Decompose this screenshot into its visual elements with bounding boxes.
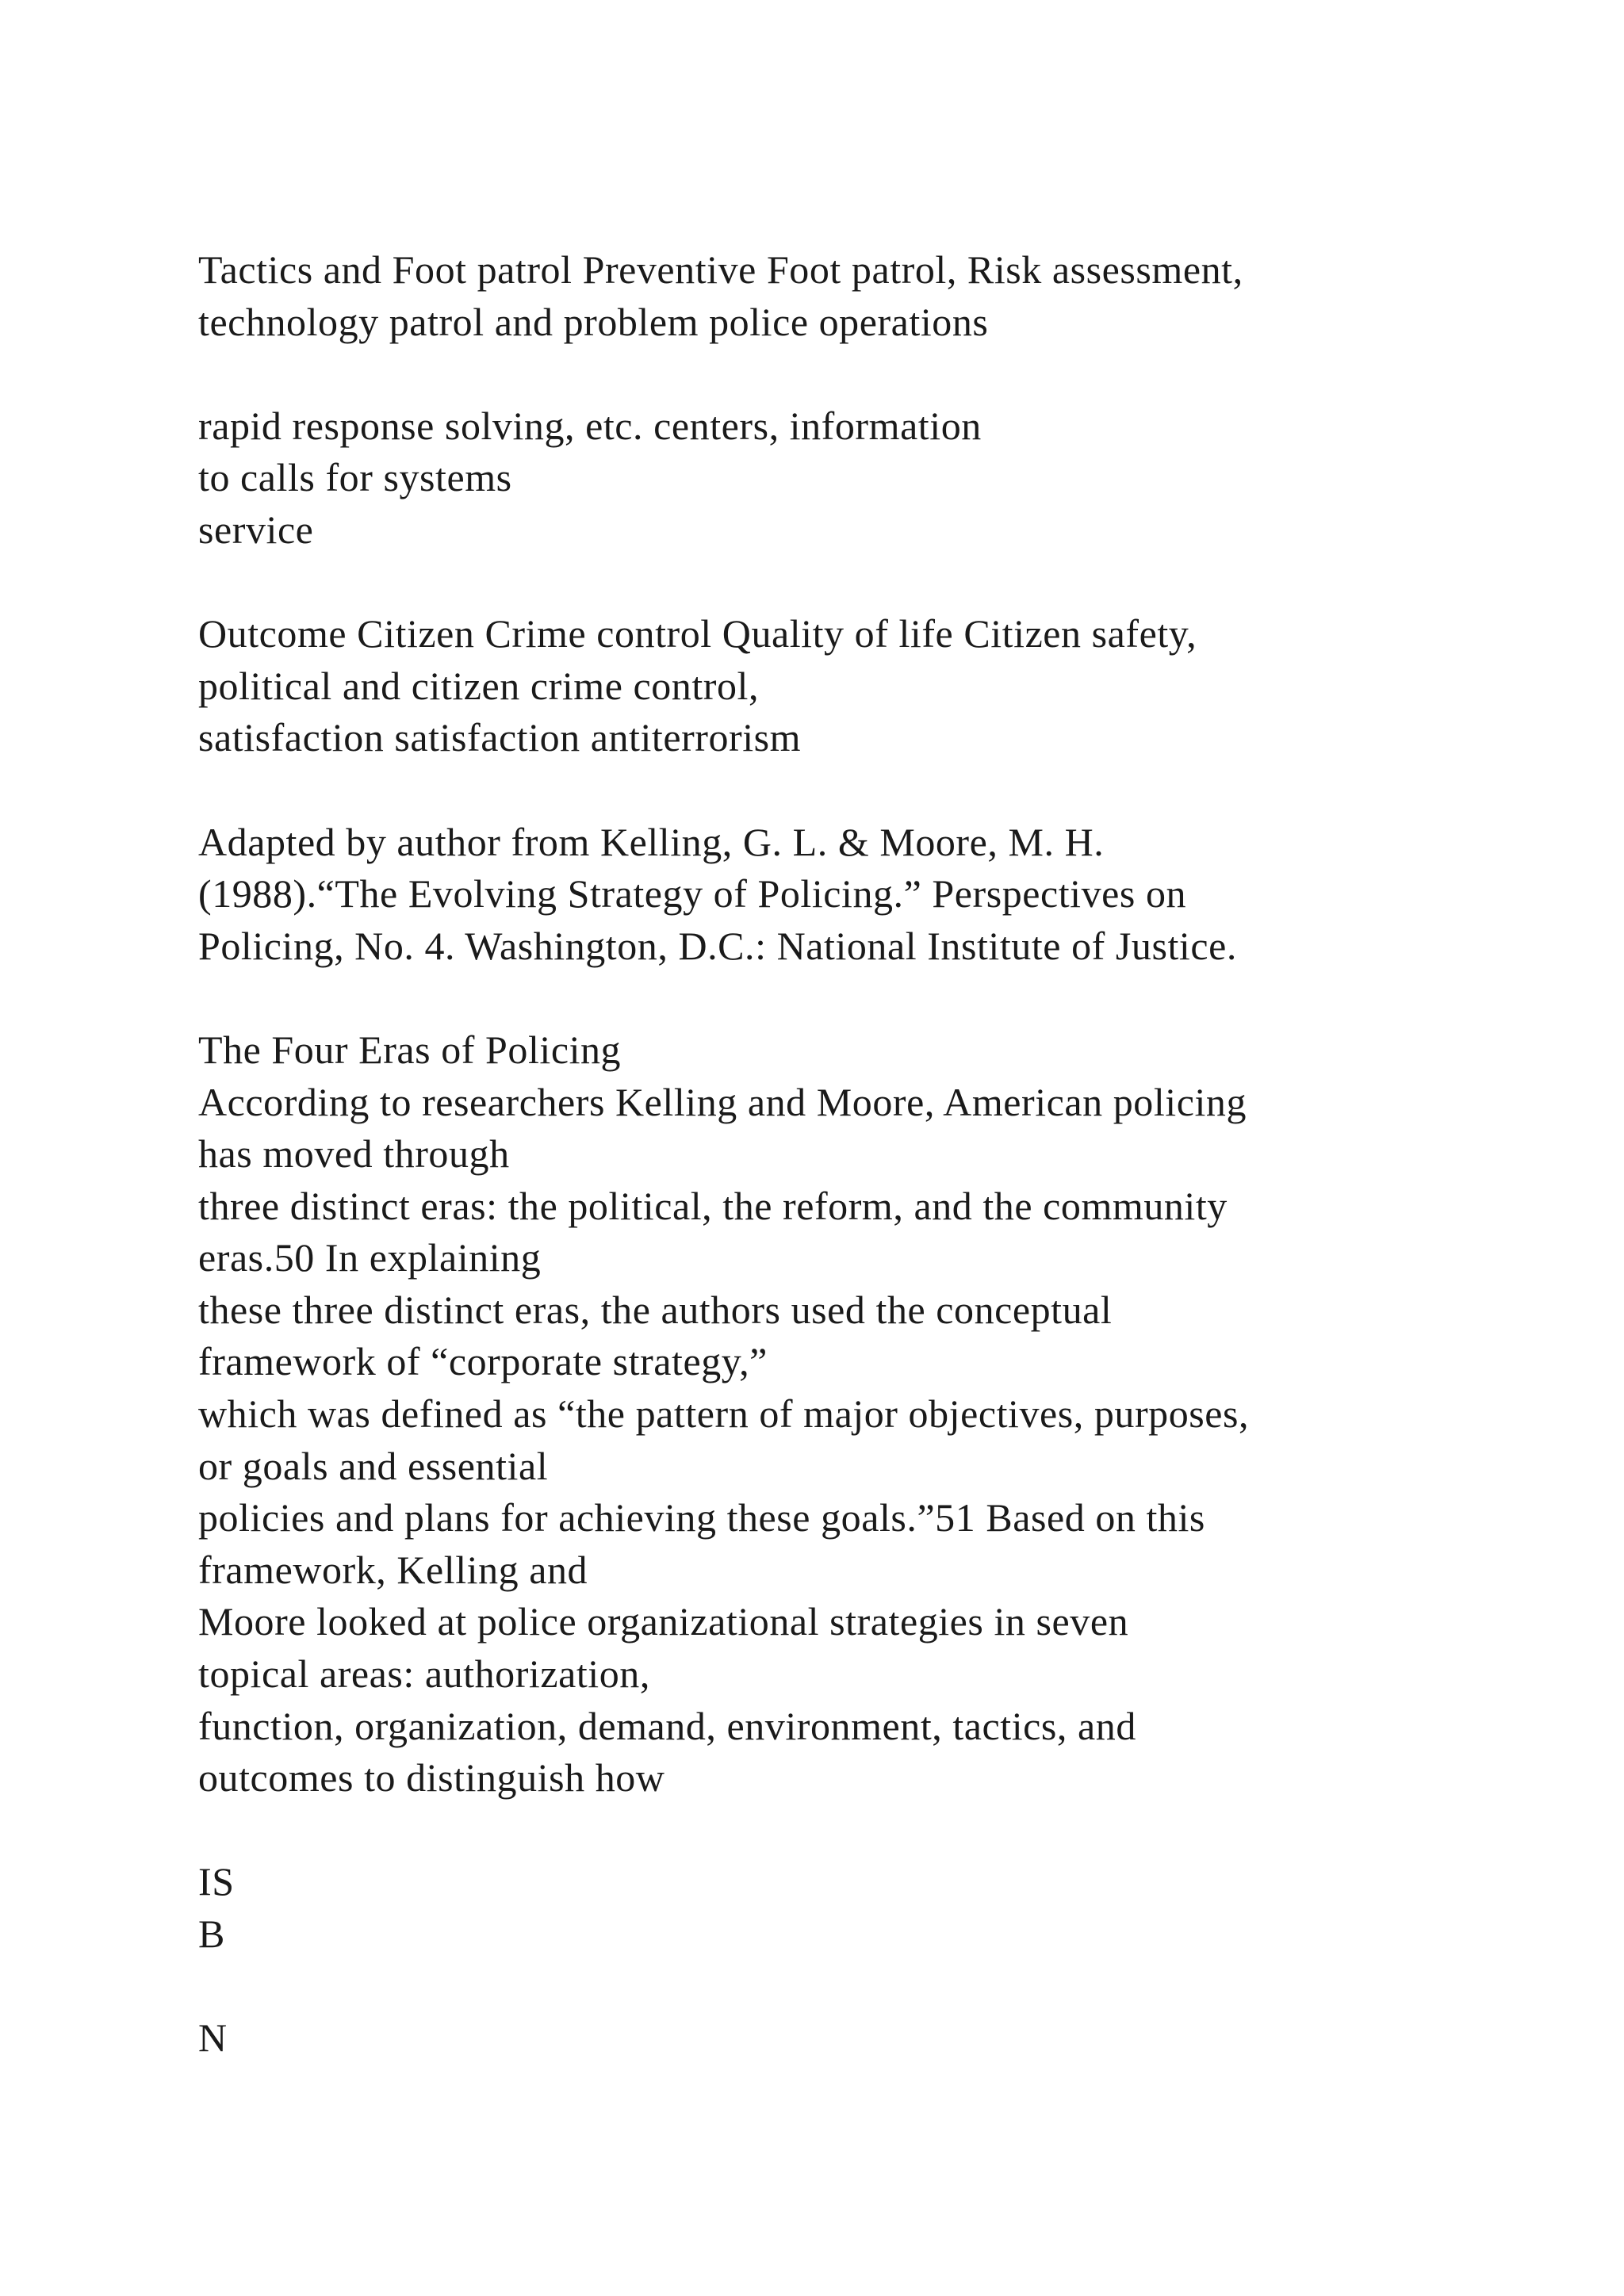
text-line: outcomes to distinguish how [198,1755,665,1800]
text-line: Adapted by author from Kelling, G. L. & Moore, M. H. [198,819,1105,864]
text-line: these three distinct eras, the authors used the conceptual [198,1287,1113,1332]
text-line: Moore looked at police organizational strategies in seven [198,1599,1129,1644]
text-line: topical areas: authorization, [198,1651,650,1697]
text-line: Policing, No. 4. Washington, D.C.: National Institute of Justice. [198,923,1237,968]
text-line: IS [198,1859,235,1904]
text-line: service [198,507,314,552]
text-line: to calls for systems [198,455,512,500]
section-heading: The Four Eras of Policing [198,1027,622,1072]
table-row-tactics [198,244,1546,348]
text-line: policies and plans for achieving these goals.”51 Based on this [198,1495,1205,1540]
text-line: B [198,1911,225,1956]
source-note [198,817,1546,973]
table-row-tactics-cont [198,400,1546,557]
document-page [198,244,1546,2116]
text-line: framework of “corporate strategy,” [198,1339,768,1384]
text-line: or goals and essential [198,1443,549,1488]
text-line: three distinct eras: the political, the reform, and the community [198,1183,1228,1228]
text-line: According to researchers Kelling and Moore, American policing [198,1079,1247,1124]
table-row-outcome [198,608,1546,764]
text-line: framework, Kelling and [198,1547,588,1592]
text-line: has moved through [198,1131,510,1177]
text-line: satisfaction satisfaction antiterrorism [198,715,802,760]
text-line: N [198,2015,228,2061]
text-line: Outcome Citizen Crime control Quality of life Citizen safety, [198,611,1197,656]
isbn-fragment-2 [198,2012,1546,2064]
text-line: technology patrol and problem police operations [198,299,989,344]
text-line: rapid response solving, etc. centers, information [198,403,982,448]
text-line: eras.50 In explaining [198,1235,542,1280]
text-line: (1988).“The Evolving Strategy of Policing.” Perspectives on [198,871,1187,916]
text-line: which was defined as “the pattern of major objectives, purposes, [198,1391,1250,1437]
text-line: Tactics and Foot patrol Preventive Foot patrol, Risk assessment, [198,247,1243,292]
isbn-fragment-1 [198,1856,1546,1960]
section-four-eras [198,1024,1546,1804]
text-line: function, organization, demand, environment, tactics, and [198,1703,1136,1748]
text-line: political and citizen crime control, [198,663,760,708]
